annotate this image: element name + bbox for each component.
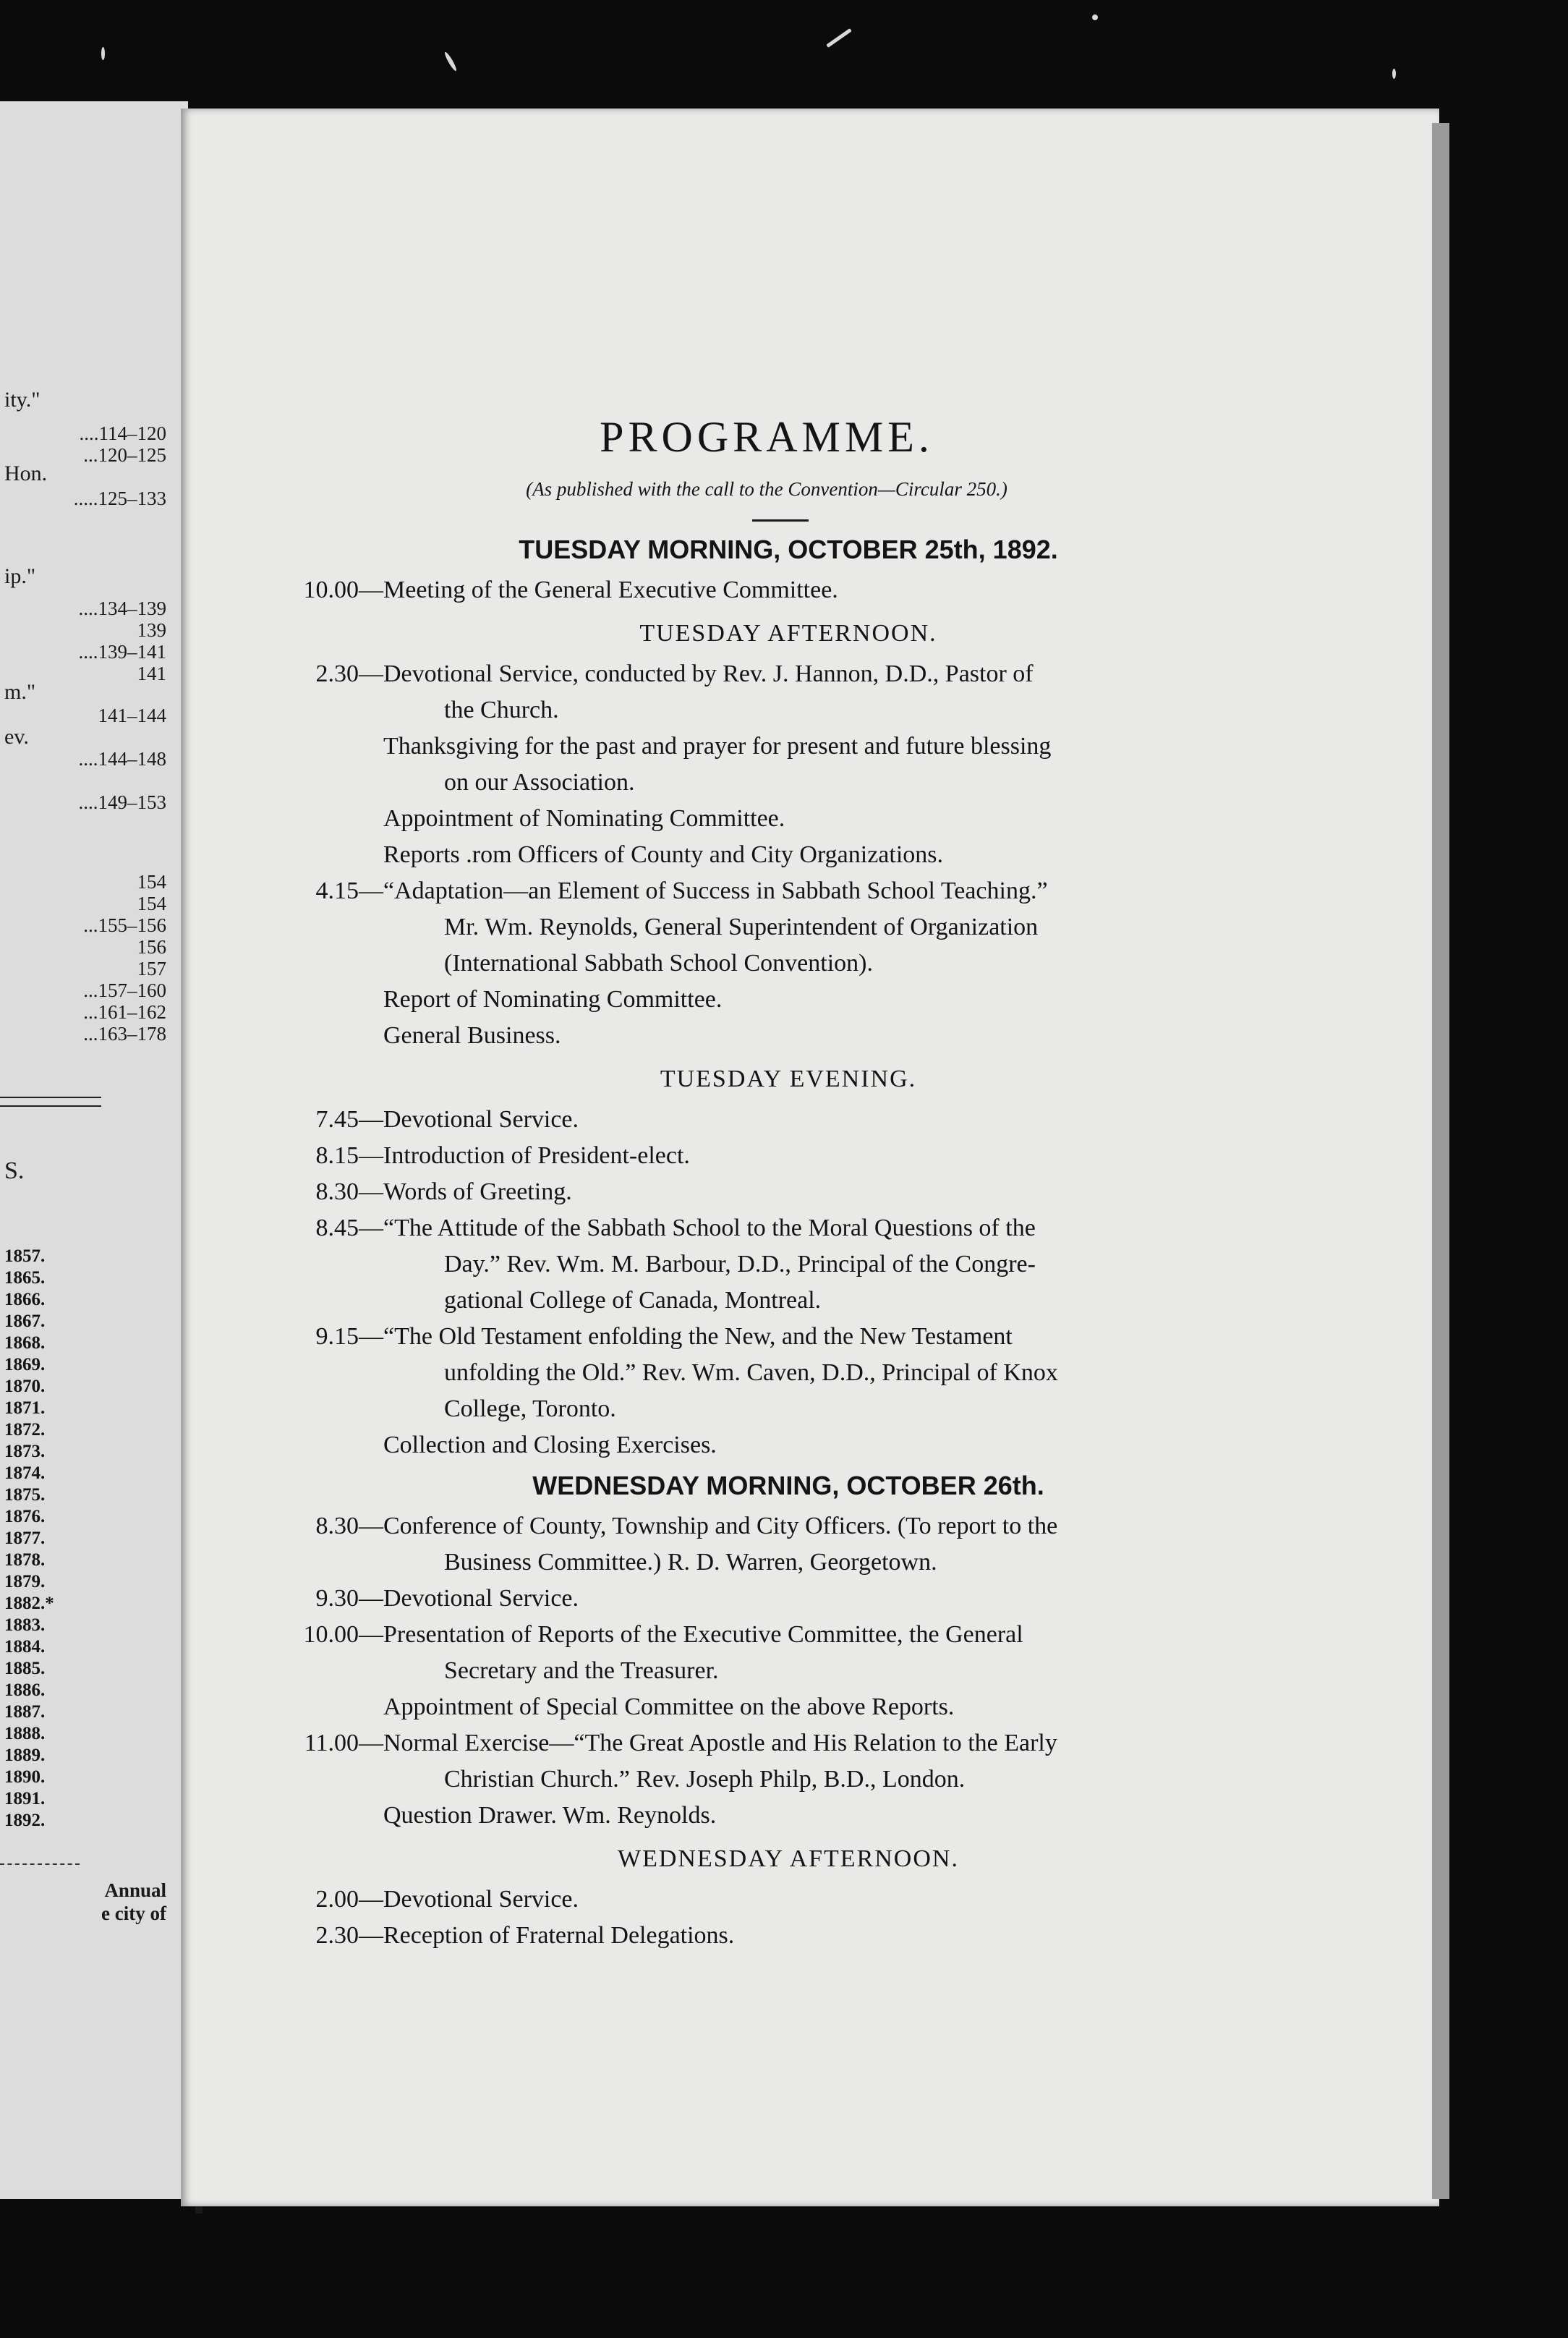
left-page-ref: ....144–148 — [78, 748, 166, 770]
entry-text — [383, 1174, 1302, 1210]
left-page-ref: 141–144 — [98, 705, 166, 726]
entry-line: Normal Exercise—“The Great Apostle and His Relation to the Early — [383, 1730, 1057, 1756]
day-heading: WEDNESDAY MORNING, OCTOBER 26th. — [532, 1471, 1044, 1500]
scan-speck — [1092, 14, 1098, 20]
entry-time: 8.45— — [315, 1215, 383, 1241]
entry-line: the Church. — [444, 697, 559, 723]
left-year: 1871. — [4, 1398, 46, 1418]
entry-line: Business Committee.) R. D. Warren, Georgetown. — [444, 1549, 937, 1576]
programme-entry — [275, 1508, 1302, 1581]
left-double-rule — [0, 1097, 101, 1107]
page-subtitle: (As published with the call to the Convention—Circular 250.) — [526, 478, 1007, 500]
left-year: 1877. — [4, 1529, 46, 1548]
entry-line: Meeting of the General Executive Committee. — [383, 577, 838, 603]
programme-entry — [275, 873, 1302, 982]
programme-entry — [275, 1319, 1302, 1427]
entry-text — [383, 1882, 1302, 1918]
entry-time: 8.15— — [315, 1142, 383, 1169]
left-year: 1890. — [4, 1767, 46, 1787]
entry-line: Question Drawer. Wm. Reynolds. — [383, 1802, 717, 1829]
left-page-ref: ....114–120 — [79, 422, 166, 444]
programme-entry — [275, 572, 1302, 608]
entry-line: Appointment of Nominating Committee. — [383, 805, 785, 832]
entry-line: Appointment of Special Committee on the above Reports. — [383, 1693, 955, 1720]
scan-speck — [101, 47, 105, 60]
left-year: 1882.* — [4, 1594, 54, 1613]
left-page-ref: 141 — [137, 663, 166, 684]
entry-time: 2.30— — [315, 660, 383, 687]
entry-line: College, Toronto. — [444, 1395, 616, 1422]
entry-time: 4.15— — [315, 877, 383, 904]
left-page-ref: 154 — [137, 893, 166, 914]
left-text-line: ip." — [4, 564, 36, 588]
left-year: 1879. — [4, 1572, 46, 1591]
entry-text — [383, 1319, 1302, 1427]
day-heading: WEDNESDAY AFTERNOON. — [618, 1845, 959, 1872]
entry-line: Collection and Closing Exercises. — [383, 1432, 717, 1458]
day-heading: TUESDAY EVENING. — [660, 1066, 917, 1092]
programme-subentry — [275, 1018, 1302, 1054]
programme-sections — [275, 535, 1302, 1954]
entry-time: 10.00— — [303, 1621, 383, 1648]
programme-entry — [275, 1210, 1302, 1319]
programme-subentry — [275, 1798, 1302, 1834]
previous-page-fragment — [0, 101, 188, 2199]
entry-line: Presentation of Reports of the Executive Committee, the General — [383, 1621, 1023, 1648]
left-year: 1876. — [4, 1507, 46, 1526]
left-year: 1857. — [4, 1246, 46, 1266]
left-text-line: Hon. — [4, 462, 48, 485]
left-year: 1869. — [4, 1355, 46, 1374]
left-page-ref: .....125–133 — [73, 488, 166, 509]
scan-speck — [443, 51, 458, 72]
left-footer-line: Annual — [104, 1879, 166, 1901]
programme-entry — [275, 1102, 1302, 1138]
entry-line: Report of Nominating Committee. — [383, 986, 723, 1013]
left-year: 1891. — [4, 1789, 46, 1808]
entry-time: 11.00— — [304, 1730, 383, 1756]
entry-line: Day.” Rev. Wm. M. Barbour, D.D., Principal of the Congre- — [444, 1251, 1036, 1278]
entry-line: Conference of County, Township and City Officers. (To report to the — [383, 1513, 1058, 1539]
programme-content — [275, 412, 1302, 1954]
day-heading: TUESDAY AFTERNOON. — [639, 620, 937, 647]
entry-text — [383, 1581, 1302, 1617]
entry-time: 8.30— — [315, 1178, 383, 1205]
programme-entry — [275, 1918, 1302, 1954]
entry-line: “The Old Testament enfolding the New, and the New Testament — [383, 1323, 1013, 1350]
left-year: 1892. — [4, 1811, 46, 1830]
page-title: PROGRAMME. — [600, 413, 934, 461]
entry-text — [383, 1508, 1302, 1581]
entry-line: Christian Church.” Rev. Joseph Philp, B.D., London. — [444, 1766, 966, 1793]
entry-text — [383, 572, 1302, 608]
entry-time: 9.30— — [315, 1585, 383, 1612]
left-text-line: ity." — [4, 388, 41, 412]
entry-text — [383, 656, 1302, 728]
entry-time: 7.45— — [315, 1106, 383, 1133]
programme-subentry — [275, 728, 1302, 801]
entry-time: 8.30— — [315, 1513, 383, 1539]
entry-time: 2.00— — [315, 1886, 383, 1913]
left-year: 1887. — [4, 1702, 46, 1722]
programme-entry — [275, 1725, 1302, 1798]
left-page-ref: ....139–141 — [78, 641, 166, 663]
left-footer-line: e city of — [101, 1903, 166, 1924]
entry-line: Mr. Wm. Reynolds, General Superintendent of Organization — [444, 914, 1039, 940]
left-year: 1886. — [4, 1680, 46, 1700]
left-page-ref: ...120–125 — [83, 444, 166, 466]
left-page-ref: ...163–178 — [83, 1023, 166, 1045]
entry-text — [383, 1210, 1302, 1319]
left-year: 1884. — [4, 1637, 46, 1657]
entry-line: unfolding the Old.” Rev. Wm. Caven, D.D., Principal of Knox — [444, 1359, 1058, 1386]
left-year: 1873. — [4, 1442, 46, 1461]
entry-line: Devotional Service. — [383, 1886, 579, 1913]
programme-entry — [275, 1138, 1302, 1174]
entry-line: (International Sabbath School Convention). — [444, 950, 873, 977]
entry-line: Words of Greeting. — [383, 1178, 572, 1205]
entry-line: “Adaptation—an Element of Success in Sabbath School Teaching.” — [383, 877, 1048, 904]
entry-line: gational College of Canada, Montreal. — [444, 1287, 822, 1314]
entry-text — [383, 1617, 1302, 1689]
entry-line: Reports .rom Officers of County and City Organizations. — [383, 841, 944, 868]
entry-text — [383, 1138, 1302, 1174]
left-page-ref: 154 — [137, 871, 166, 893]
left-page-ref: ...161–162 — [83, 1001, 166, 1023]
entry-line: Devotional Service, conducted by Rev. J. Hannon, D.D., Pastor of — [383, 660, 1034, 687]
entry-line: Devotional Service. — [383, 1585, 579, 1612]
left-year: 1870. — [4, 1377, 46, 1396]
programme-entry — [275, 656, 1302, 728]
entry-line: Introduction of President-elect. — [383, 1142, 690, 1169]
left-page-ref: ....149–153 — [78, 791, 166, 813]
entry-line: Thanksgiving for the past and prayer for present and future blessing — [383, 733, 1052, 760]
left-year: 1875. — [4, 1485, 46, 1505]
left-page-ref: 139 — [137, 619, 166, 641]
left-year: 1867. — [4, 1312, 46, 1331]
left-text-line: m." — [4, 680, 36, 704]
programme-page — [181, 109, 1439, 2206]
entry-line: General Business. — [383, 1022, 561, 1049]
programme-entry — [275, 1581, 1302, 1617]
scan-speck — [826, 28, 852, 48]
entry-line: Devotional Service. — [383, 1106, 579, 1133]
scan-speck — [1392, 69, 1396, 79]
entry-text — [383, 1102, 1302, 1138]
left-years-column — [4, 1246, 54, 1832]
left-text-line: S. — [4, 1157, 25, 1184]
title-rule — [752, 519, 809, 522]
programme-entry — [275, 1174, 1302, 1210]
left-year: 1872. — [4, 1420, 46, 1440]
entry-text — [383, 1725, 1302, 1798]
left-year: 1878. — [4, 1550, 46, 1570]
left-year: 1885. — [4, 1659, 46, 1678]
left-text-line: ev. — [4, 725, 29, 749]
left-page-ref: 156 — [137, 936, 166, 958]
left-year: 1865. — [4, 1268, 46, 1288]
programme-entry — [275, 1882, 1302, 1918]
entry-line: Reception of Fraternal Delegations. — [383, 1922, 735, 1949]
programme-subentry — [275, 837, 1302, 873]
entry-line: Secretary and the Treasurer. — [444, 1657, 719, 1684]
programme-entry — [275, 1617, 1302, 1689]
entry-time: 9.15— — [315, 1323, 383, 1350]
left-page-ref: 157 — [137, 958, 166, 979]
left-year: 1883. — [4, 1615, 46, 1635]
entry-line: “The Attitude of the Sabbath School to the Moral Questions of the — [383, 1215, 1036, 1241]
programme-subentry — [275, 801, 1302, 837]
left-year: 1874. — [4, 1463, 46, 1483]
left-year: 1868. — [4, 1333, 46, 1353]
left-year: 1866. — [4, 1290, 46, 1309]
entry-line: on our Association. — [444, 769, 635, 796]
left-page-ref: ...155–156 — [83, 914, 166, 936]
left-year: 1888. — [4, 1724, 46, 1743]
left-page-ref: ...157–160 — [83, 979, 166, 1001]
left-page-ref: ....134–139 — [78, 598, 166, 619]
programme-subentry — [275, 1427, 1302, 1463]
day-heading: TUESDAY MORNING, OCTOBER 25th, 1892. — [519, 535, 1058, 564]
entry-text — [383, 1918, 1302, 1954]
entry-time: 10.00— — [303, 577, 383, 603]
left-year: 1889. — [4, 1746, 46, 1765]
entry-text — [383, 873, 1302, 982]
programme-subentry — [275, 982, 1302, 1018]
left-short-rule — [0, 1863, 80, 1865]
programme-subentry — [275, 1689, 1302, 1725]
page-edge — [1432, 123, 1449, 2199]
entry-time: 2.30— — [315, 1922, 383, 1949]
